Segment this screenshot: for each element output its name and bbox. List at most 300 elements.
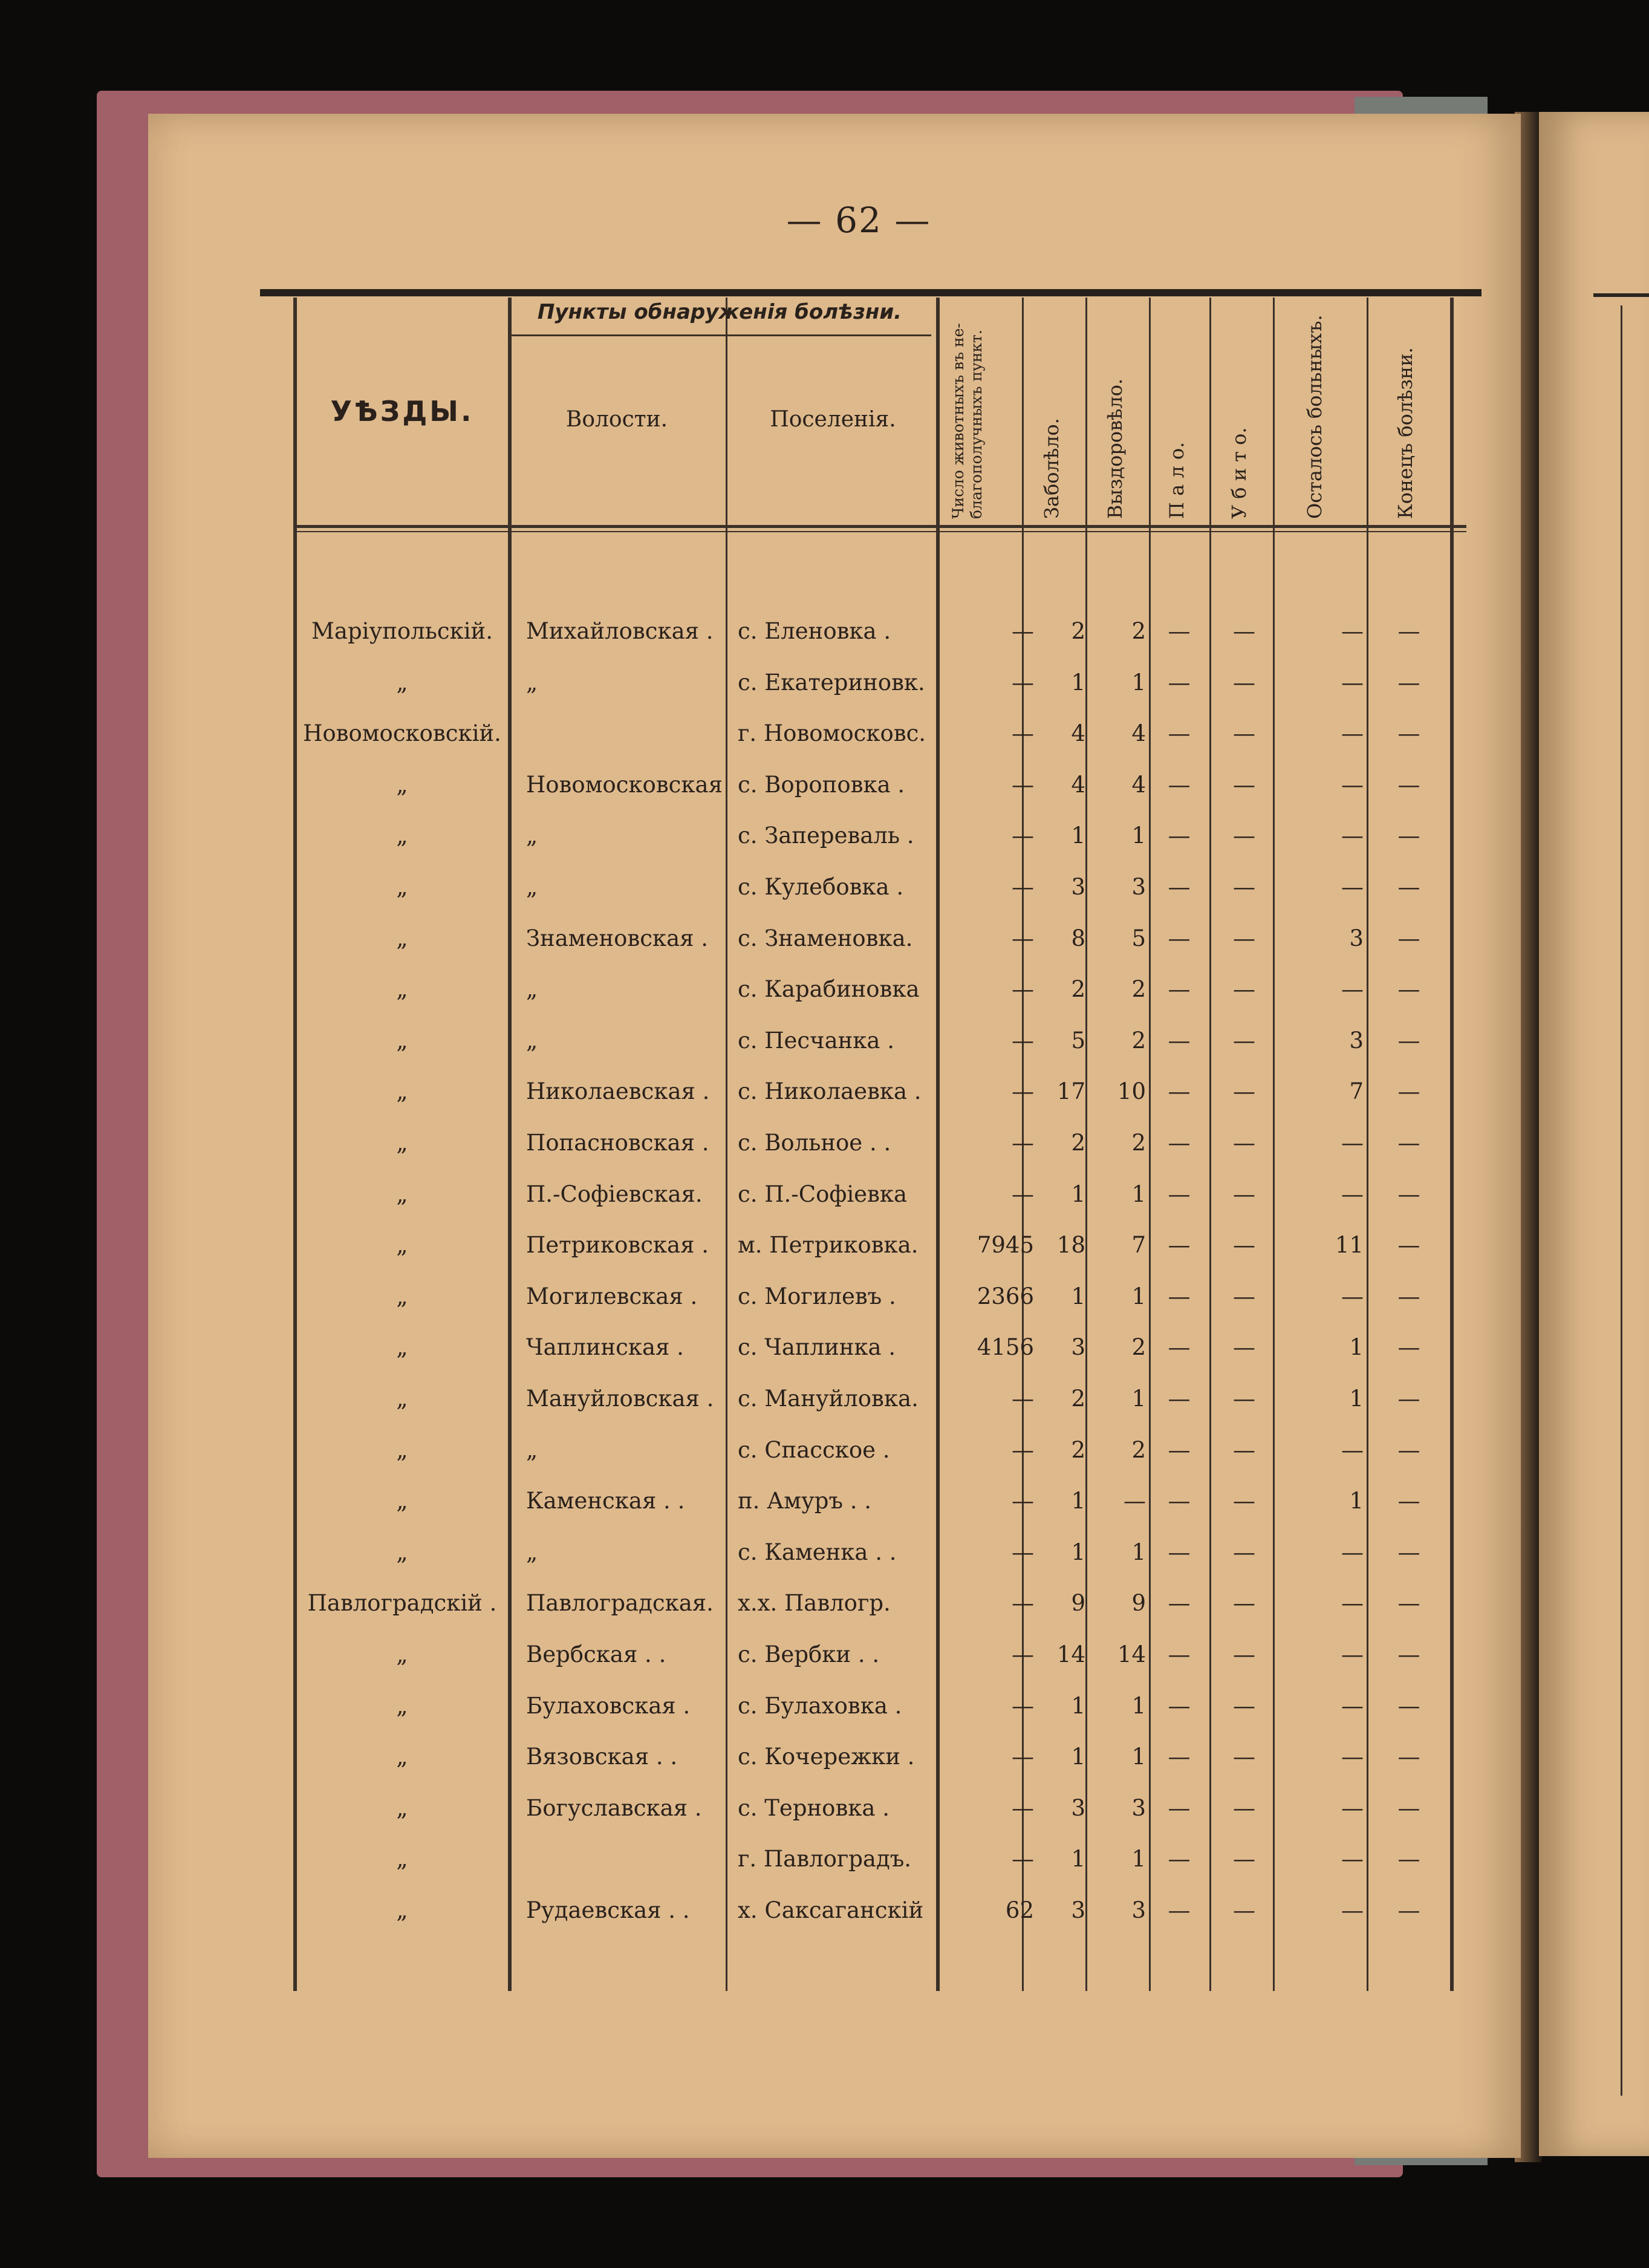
cell-kon: — bbox=[1397, 771, 1420, 798]
cell-vyz: 3 bbox=[1131, 1794, 1146, 1821]
cell-kon: — bbox=[1397, 1232, 1420, 1259]
cell-uezd: „ bbox=[396, 1692, 408, 1719]
cell-vol: „ bbox=[526, 976, 538, 1003]
cell-ub: — bbox=[1233, 1232, 1255, 1259]
cell-kon: — bbox=[1397, 1897, 1420, 1923]
cell-pos: с. Запереваль . bbox=[738, 823, 914, 849]
table-row bbox=[260, 1019, 1463, 1070]
cell-pal: — bbox=[1168, 1027, 1191, 1054]
cell-vol: Богуславская . bbox=[526, 1794, 702, 1821]
cell-ost: — bbox=[1341, 1130, 1364, 1156]
table-row bbox=[260, 661, 1463, 712]
cell-vyz: 1 bbox=[1131, 1744, 1146, 1770]
cell-pal: — bbox=[1168, 618, 1191, 644]
cell-vyz: 1 bbox=[1131, 669, 1146, 696]
table-row bbox=[260, 1377, 1463, 1428]
cell-pos: с. Карабиновка bbox=[738, 976, 920, 1003]
cell-pos: с. Булаховка . bbox=[738, 1692, 902, 1719]
cell-zab: 1 bbox=[1071, 1539, 1085, 1565]
cell-ost: — bbox=[1341, 669, 1364, 696]
cell-uezd: „ bbox=[396, 1181, 408, 1207]
cell-zab: 8 bbox=[1071, 925, 1085, 951]
cell-pal: — bbox=[1168, 1078, 1191, 1105]
cell-pos: с. Песчанка . bbox=[738, 1027, 895, 1054]
header-bottom-rule-2 bbox=[293, 531, 1466, 532]
cell-vyz: 3 bbox=[1131, 1897, 1146, 1923]
table-row bbox=[260, 1275, 1463, 1326]
cell-vyz: 2 bbox=[1131, 1027, 1146, 1054]
cell-zab: 3 bbox=[1071, 1794, 1085, 1821]
cell-pos: с. Еленовка . bbox=[738, 618, 891, 644]
cell-ost: — bbox=[1341, 1692, 1364, 1719]
cell-kon: — bbox=[1397, 1334, 1420, 1361]
cell-uezd: „ bbox=[396, 1130, 408, 1156]
cell-pal: — bbox=[1168, 1744, 1191, 1770]
cell-vyz: 1 bbox=[1131, 1283, 1146, 1309]
cell-ost: — bbox=[1341, 1181, 1364, 1207]
cell-ost: — bbox=[1341, 874, 1364, 900]
cell-num: — bbox=[1012, 618, 1034, 644]
cell-vol: Петриковская . bbox=[526, 1232, 709, 1259]
cell-num: — bbox=[1012, 1641, 1034, 1667]
cell-pos: г. Новомосковс. bbox=[738, 720, 926, 747]
cell-ub: — bbox=[1233, 771, 1255, 798]
cell-num: — bbox=[1012, 1692, 1034, 1719]
cell-kon: — bbox=[1397, 1436, 1420, 1463]
cell-num: — bbox=[1012, 1794, 1034, 1821]
cell-kon: — bbox=[1397, 1488, 1420, 1514]
cell-ub: — bbox=[1233, 1181, 1255, 1207]
cell-num: — bbox=[1012, 720, 1034, 747]
cell-ost: 1 bbox=[1349, 1334, 1364, 1361]
cell-kon: — bbox=[1397, 1692, 1420, 1719]
cell-num: 62 bbox=[1005, 1897, 1034, 1923]
cell-uezd: „ bbox=[396, 1641, 408, 1667]
cell-uezd: „ bbox=[396, 976, 408, 1003]
cell-uezd: „ bbox=[396, 1283, 408, 1309]
cell-pos: с. Николаевка . bbox=[738, 1078, 922, 1105]
table-row bbox=[260, 712, 1463, 763]
table-row bbox=[260, 1889, 1463, 1940]
cell-ub: — bbox=[1233, 1283, 1255, 1309]
cell-vyz: 9 bbox=[1131, 1590, 1146, 1617]
cell-kon: — bbox=[1397, 1386, 1420, 1412]
cell-zab: 1 bbox=[1071, 1488, 1085, 1514]
cell-kon: — bbox=[1397, 925, 1420, 951]
cell-ub: — bbox=[1233, 669, 1255, 696]
cell-zab: 3 bbox=[1071, 874, 1085, 900]
cell-zab: 9 bbox=[1071, 1590, 1085, 1617]
cell-num: — bbox=[1012, 771, 1034, 798]
cell-uezd: „ bbox=[396, 1334, 408, 1361]
cell-zab: 1 bbox=[1071, 823, 1085, 849]
statistics-table bbox=[260, 289, 1463, 1989]
cell-vol: Могилевская . bbox=[526, 1283, 698, 1309]
cell-num: 4156 bbox=[977, 1334, 1034, 1361]
table-row bbox=[260, 1837, 1463, 1888]
table-top-rule bbox=[260, 289, 1481, 296]
cell-ub: — bbox=[1233, 823, 1255, 849]
cell-zab: 2 bbox=[1071, 1386, 1085, 1412]
cell-kon: — bbox=[1397, 1794, 1420, 1821]
cell-ost: — bbox=[1341, 1846, 1364, 1872]
cell-num: — bbox=[1012, 1436, 1034, 1463]
cell-pos: х.х. Павлогр. bbox=[738, 1590, 891, 1617]
cell-uezd: „ bbox=[396, 1436, 408, 1463]
cell-ost: — bbox=[1341, 1641, 1364, 1667]
cell-ub: — bbox=[1233, 618, 1255, 644]
cell-ost: — bbox=[1341, 1744, 1364, 1770]
cell-ost: — bbox=[1341, 618, 1364, 644]
cell-ost: 1 bbox=[1349, 1488, 1364, 1514]
cell-pal: — bbox=[1168, 925, 1191, 951]
cell-zab: 1 bbox=[1071, 1692, 1085, 1719]
header-ostalos: Осталось больныхъ. bbox=[1303, 314, 1326, 519]
cell-pal: — bbox=[1168, 669, 1191, 696]
cell-ub: — bbox=[1233, 720, 1255, 747]
cell-pal: — bbox=[1168, 1130, 1191, 1156]
cell-uezd: „ bbox=[396, 1794, 408, 1821]
cell-num: — bbox=[1012, 925, 1034, 951]
cell-zab: 18 bbox=[1056, 1232, 1085, 1259]
cell-zab: 2 bbox=[1071, 618, 1085, 644]
cell-pos: м. Петриковка. bbox=[738, 1232, 919, 1259]
cell-num: 2366 bbox=[977, 1283, 1034, 1309]
cell-uezd: „ bbox=[396, 1078, 408, 1105]
cell-num: — bbox=[1012, 1846, 1034, 1872]
header-group-rule bbox=[508, 334, 931, 336]
cell-ub: — bbox=[1233, 976, 1255, 1003]
cell-zab: 4 bbox=[1071, 720, 1085, 747]
cell-pal: — bbox=[1168, 1846, 1191, 1872]
cell-pal: — bbox=[1168, 1641, 1191, 1667]
cell-num: — bbox=[1012, 1027, 1034, 1054]
cell-ost: — bbox=[1341, 1539, 1364, 1565]
cell-num: — bbox=[1012, 874, 1034, 900]
cell-ost: — bbox=[1341, 720, 1364, 747]
cell-uezd: „ bbox=[396, 669, 408, 696]
cell-vol: П.-Софіевская. bbox=[526, 1181, 703, 1207]
cell-zab: 1 bbox=[1071, 1283, 1085, 1309]
cell-vyz: 1 bbox=[1131, 823, 1146, 849]
cell-vyz: 1 bbox=[1131, 1539, 1146, 1565]
cell-vol: „ bbox=[526, 823, 538, 849]
cell-vol: Чаплинская . bbox=[526, 1334, 684, 1361]
cell-pal: — bbox=[1168, 720, 1191, 747]
cell-uezd: „ bbox=[396, 925, 408, 951]
cell-zab: 1 bbox=[1071, 1846, 1085, 1872]
cell-num: — bbox=[1012, 1539, 1034, 1565]
cell-vyz: 10 bbox=[1117, 1078, 1146, 1105]
cell-vyz: 2 bbox=[1131, 1334, 1146, 1361]
cell-kon: — bbox=[1397, 720, 1420, 747]
cell-ub: — bbox=[1233, 1488, 1255, 1514]
cell-pal: — bbox=[1168, 1897, 1191, 1923]
cell-kon: — bbox=[1397, 1181, 1420, 1207]
cell-pos: с. Знаменовка. bbox=[738, 925, 913, 951]
cell-pos: с. Спасское . bbox=[738, 1436, 890, 1463]
cell-num: — bbox=[1012, 1488, 1034, 1514]
cell-pos: с. П.-Софіевка bbox=[738, 1181, 908, 1207]
cell-ub: — bbox=[1233, 1027, 1255, 1054]
table-row bbox=[260, 917, 1463, 968]
cell-kon: — bbox=[1397, 1027, 1420, 1054]
cell-vol: Николаевская . bbox=[526, 1078, 710, 1105]
cell-pos: с. Кулебовка . bbox=[738, 874, 904, 900]
table-row bbox=[260, 865, 1463, 916]
cell-vyz: 7 bbox=[1131, 1232, 1146, 1259]
cell-ub: — bbox=[1233, 1436, 1255, 1463]
cell-ub: — bbox=[1233, 1744, 1255, 1770]
cell-vol: Михайловская . bbox=[526, 618, 714, 644]
cell-kon: — bbox=[1397, 1283, 1420, 1309]
cell-pos: с. Вербки . . bbox=[738, 1641, 880, 1667]
cell-vol: Вербская . . bbox=[526, 1641, 666, 1667]
cell-ost: 1 bbox=[1349, 1386, 1364, 1412]
cell-vol: „ bbox=[526, 1539, 538, 1565]
cell-pal: — bbox=[1168, 1181, 1191, 1207]
table-row bbox=[260, 968, 1463, 1018]
table-row bbox=[260, 1582, 1463, 1632]
next-page-edge bbox=[1539, 112, 1649, 2156]
cell-zab: 1 bbox=[1071, 1181, 1085, 1207]
cell-kon: — bbox=[1397, 1641, 1420, 1667]
cell-pal: — bbox=[1168, 1794, 1191, 1821]
table-row bbox=[260, 610, 1463, 660]
cell-vyz: 2 bbox=[1131, 618, 1146, 644]
cell-num: — bbox=[1012, 976, 1034, 1003]
cell-pos: с. Каменка . . bbox=[738, 1539, 897, 1565]
cell-vol: „ bbox=[526, 1027, 538, 1054]
cell-uezd: „ bbox=[396, 771, 408, 798]
header-animals bbox=[949, 301, 986, 519]
cell-pos: х. Саксаганскій bbox=[738, 1897, 924, 1923]
cell-zab: 4 bbox=[1071, 771, 1085, 798]
cell-kon: — bbox=[1397, 618, 1420, 644]
cell-vyz: 2 bbox=[1131, 1436, 1146, 1463]
cell-ub: — bbox=[1233, 1641, 1255, 1667]
cell-zab: 1 bbox=[1071, 669, 1085, 696]
cell-num: 7945 bbox=[977, 1232, 1034, 1259]
table-row bbox=[260, 814, 1463, 865]
cell-ost: — bbox=[1341, 1794, 1364, 1821]
cell-vyz: 1 bbox=[1131, 1692, 1146, 1719]
header-vyzdorovelo: Выздоровѣло. bbox=[1104, 378, 1127, 519]
cell-ub: — bbox=[1233, 1692, 1255, 1719]
cell-pal: — bbox=[1168, 1692, 1191, 1719]
cell-num: — bbox=[1012, 1078, 1034, 1105]
cell-uezd: Новомосковскій. bbox=[303, 720, 501, 747]
cell-vol: „ bbox=[526, 1436, 538, 1463]
cell-kon: — bbox=[1397, 1130, 1420, 1156]
cell-zab: 3 bbox=[1071, 1897, 1085, 1923]
cell-vyz: 5 bbox=[1131, 925, 1146, 951]
cell-uezd: „ bbox=[396, 1027, 408, 1054]
cell-ost: — bbox=[1341, 823, 1364, 849]
cell-pos: г. Павлоградъ. bbox=[738, 1846, 912, 1872]
table-row bbox=[260, 1121, 1463, 1172]
cell-ub: — bbox=[1233, 1539, 1255, 1565]
header-group: Пункты обнаруженія болѣзни. bbox=[537, 300, 902, 324]
cell-pal: — bbox=[1168, 823, 1191, 849]
cell-ost: 11 bbox=[1335, 1232, 1364, 1259]
cell-vol: „ bbox=[526, 669, 538, 696]
cell-num: — bbox=[1012, 823, 1034, 849]
cell-kon: — bbox=[1397, 1744, 1420, 1770]
cell-uezd: „ bbox=[396, 1897, 408, 1923]
cell-zab: 14 bbox=[1056, 1641, 1085, 1667]
cell-ost: — bbox=[1341, 1436, 1364, 1463]
cell-zab: 3 bbox=[1071, 1334, 1085, 1361]
cell-uezd: „ bbox=[396, 1539, 408, 1565]
table-row bbox=[260, 1479, 1463, 1530]
cell-vyz: 3 bbox=[1131, 874, 1146, 900]
cell-kon: — bbox=[1397, 1846, 1420, 1872]
cell-vol: Мануйловская . bbox=[526, 1386, 714, 1412]
cell-ost: 3 bbox=[1349, 1027, 1364, 1054]
cell-pal: — bbox=[1168, 1386, 1191, 1412]
cell-ost: 3 bbox=[1349, 925, 1364, 951]
cell-num: — bbox=[1012, 1386, 1034, 1412]
cell-num: — bbox=[1012, 669, 1034, 696]
cell-num: — bbox=[1012, 1130, 1034, 1156]
cell-vyz: 4 bbox=[1131, 720, 1146, 747]
cell-uezd: Павлоградскій . bbox=[307, 1590, 497, 1617]
table-row bbox=[260, 763, 1463, 814]
cell-pos: с. Вольное . . bbox=[738, 1130, 891, 1156]
cell-ost: — bbox=[1341, 771, 1364, 798]
cell-pal: — bbox=[1168, 874, 1191, 900]
cell-ub: — bbox=[1233, 925, 1255, 951]
cell-uezd: „ bbox=[396, 1232, 408, 1259]
cell-vyz: 1 bbox=[1131, 1181, 1146, 1207]
cell-pos: п. Амуръ . . bbox=[738, 1488, 872, 1514]
cell-ub: — bbox=[1233, 1386, 1255, 1412]
cell-pal: — bbox=[1168, 1590, 1191, 1617]
cell-uezd: Маріупольскій. bbox=[311, 618, 493, 644]
cell-ost: 7 bbox=[1349, 1078, 1364, 1105]
cell-kon: — bbox=[1397, 1078, 1420, 1105]
cell-kon: — bbox=[1397, 1539, 1420, 1565]
table-row bbox=[260, 1429, 1463, 1479]
header-konets: Конецъ болѣзни. bbox=[1394, 347, 1417, 519]
cell-pos: с. Кочережки . bbox=[738, 1744, 915, 1770]
cell-pos: с. Екатериновк. bbox=[738, 669, 925, 696]
cell-ost: — bbox=[1341, 1283, 1364, 1309]
table-row bbox=[260, 1633, 1463, 1684]
cell-pal: — bbox=[1168, 976, 1191, 1003]
cell-pal: — bbox=[1168, 1334, 1191, 1361]
cell-ost: — bbox=[1341, 1897, 1364, 1923]
header-ubito: У б и т о. bbox=[1228, 427, 1251, 519]
cell-vyz: 14 bbox=[1117, 1641, 1146, 1667]
cell-pos: с. Могилевъ . bbox=[738, 1283, 896, 1309]
cell-pal: — bbox=[1168, 1232, 1191, 1259]
cell-kon: — bbox=[1397, 669, 1420, 696]
cell-ub: — bbox=[1233, 1590, 1255, 1617]
cell-kon: — bbox=[1397, 1590, 1420, 1617]
cell-pos: с. Мануйловка. bbox=[738, 1386, 919, 1412]
cell-uezd: „ bbox=[396, 1386, 408, 1412]
cell-ub: — bbox=[1233, 1897, 1255, 1923]
cell-vol: Каменская . . bbox=[526, 1488, 685, 1514]
cell-uezd: „ bbox=[396, 1488, 408, 1514]
cell-zab: 5 bbox=[1071, 1027, 1085, 1054]
cell-pos: с. Чаплинка . bbox=[738, 1334, 896, 1361]
cell-num: — bbox=[1012, 1590, 1034, 1617]
table-row bbox=[260, 1531, 1463, 1582]
cell-uezd: „ bbox=[396, 1846, 408, 1872]
cell-ost: — bbox=[1341, 976, 1364, 1003]
table-row bbox=[260, 1684, 1463, 1735]
cell-num: — bbox=[1012, 1181, 1034, 1207]
header-uezdy: УѢЗДЫ. bbox=[330, 395, 474, 428]
cell-vyz: 2 bbox=[1131, 976, 1146, 1003]
cell-pal: — bbox=[1168, 1436, 1191, 1463]
cell-ub: — bbox=[1233, 1334, 1255, 1361]
header-volosti: Волости. bbox=[565, 407, 668, 432]
cell-zab: 2 bbox=[1071, 1130, 1085, 1156]
cell-kon: — bbox=[1397, 874, 1420, 900]
cell-vol: Рудаевская . . bbox=[526, 1897, 690, 1923]
cell-vyz: 4 bbox=[1131, 771, 1146, 798]
header-animals-line1: Число животныхъ въ не- bbox=[949, 323, 967, 519]
header-bottom-rule bbox=[293, 525, 1466, 528]
cell-num: — bbox=[1012, 1744, 1034, 1770]
header-palo: П а л о. bbox=[1165, 442, 1188, 519]
cell-uezd: „ bbox=[396, 1744, 408, 1770]
cell-vol: „ bbox=[526, 874, 538, 900]
table-row bbox=[260, 1787, 1463, 1837]
cell-uezd: „ bbox=[396, 823, 408, 849]
table-row bbox=[260, 1070, 1463, 1121]
cell-ub: — bbox=[1233, 1078, 1255, 1105]
cell-vyz: 2 bbox=[1131, 1130, 1146, 1156]
page-number: — 62 — bbox=[786, 200, 931, 241]
cell-pal: — bbox=[1168, 1283, 1191, 1309]
cell-zab: 2 bbox=[1071, 976, 1085, 1003]
cell-vol: Вязовская . . bbox=[526, 1744, 678, 1770]
cell-zab: 2 bbox=[1071, 1436, 1085, 1463]
cell-pal: — bbox=[1168, 1539, 1191, 1565]
cell-vol: Павлоградская. bbox=[526, 1590, 714, 1617]
cell-pal: — bbox=[1168, 1488, 1191, 1514]
cell-vyz: 1 bbox=[1131, 1386, 1146, 1412]
cell-pos: с. Вороповка . bbox=[738, 771, 905, 798]
cell-pal: — bbox=[1168, 771, 1191, 798]
header-zabolelo: Заболѣло. bbox=[1040, 418, 1063, 519]
next-page-line bbox=[1621, 305, 1622, 2096]
cell-ost: — bbox=[1341, 1590, 1364, 1617]
cell-vyz: — bbox=[1124, 1488, 1146, 1514]
table-row bbox=[260, 1735, 1463, 1786]
cell-vol: Знаменовская . bbox=[526, 925, 708, 951]
cell-ub: — bbox=[1233, 1130, 1255, 1156]
cell-vol: Попасновская . bbox=[526, 1130, 709, 1156]
cell-zab: 1 bbox=[1071, 1744, 1085, 1770]
next-page-rule bbox=[1593, 293, 1649, 297]
cell-ub: — bbox=[1233, 874, 1255, 900]
table-row bbox=[260, 1326, 1463, 1377]
cell-kon: — bbox=[1397, 823, 1420, 849]
cell-ub: — bbox=[1233, 1794, 1255, 1821]
cell-vol: Булаховская . bbox=[526, 1692, 691, 1719]
cell-vol: Новомосковская bbox=[526, 771, 723, 798]
cell-uezd: „ bbox=[396, 874, 408, 900]
table-row bbox=[260, 1224, 1463, 1274]
header-animals-line2: благополучныхъ пункт. bbox=[968, 330, 985, 519]
cell-zab: 17 bbox=[1056, 1078, 1085, 1105]
